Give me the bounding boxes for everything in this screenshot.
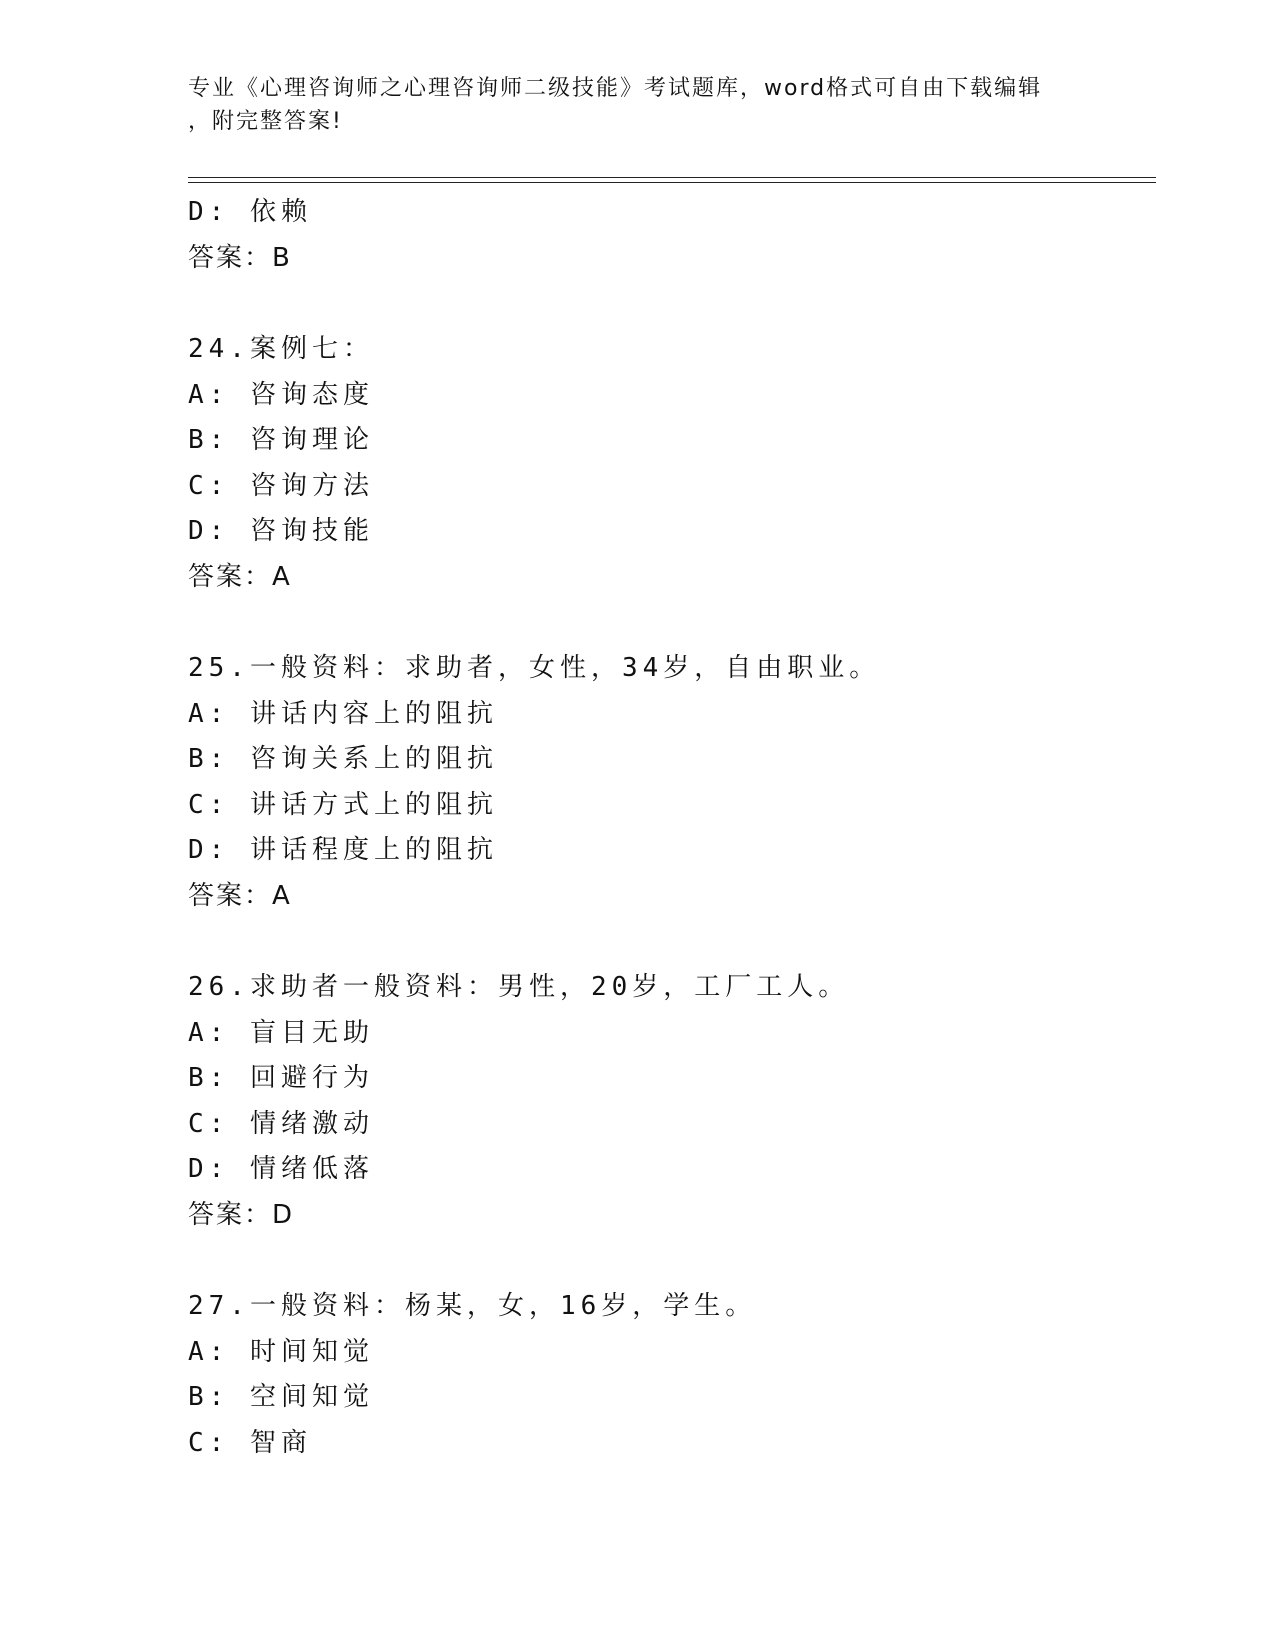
- option-d: D: 情绪低落: [188, 1154, 374, 1184]
- answer-line: 答案：A: [188, 561, 292, 592]
- header-line-2: ，附完整答案!: [188, 109, 343, 134]
- block-spacer: [188, 919, 1156, 965]
- option-c: C: 情绪激动: [188, 1108, 374, 1139]
- option-d: D: 依赖: [188, 197, 312, 227]
- option-a: A: 盲目无助: [188, 1017, 374, 1048]
- option-d: D: 咨询技能: [188, 516, 374, 546]
- option-a: A: 讲话内容上的阻抗: [188, 698, 498, 729]
- question-text: 24.案例七：: [188, 334, 374, 364]
- answer-line: 答案：D: [188, 1199, 295, 1230]
- block-spacer: [188, 600, 1156, 646]
- document-header: [188, 72, 1088, 138]
- option-b: B: 空间知觉: [188, 1382, 374, 1412]
- question-list: [188, 190, 1156, 1466]
- answer-line: 答案：A: [188, 880, 292, 911]
- option-d: D: 讲话程度上的阻抗: [188, 835, 498, 865]
- header-divider-top: [188, 177, 1156, 178]
- question-block-26: [188, 965, 1156, 1238]
- question-text: 25.一般资料：求助者，女性，34岁，自由职业。: [188, 653, 881, 683]
- answer-line: 答案：B: [188, 242, 292, 273]
- question-block-23: [188, 190, 1156, 281]
- question-text: 26.求助者一般资料：男性，20岁，工厂工人。: [188, 972, 850, 1002]
- block-spacer: [188, 1238, 1156, 1284]
- option-c: C: 智商: [188, 1427, 312, 1458]
- option-a: A: 时间知觉: [188, 1336, 374, 1367]
- option-b: B: 咨询理论: [188, 425, 374, 455]
- header-divider-bottom: [188, 182, 1156, 183]
- question-text: 27.一般资料：杨某，女，16岁，学生。: [188, 1291, 757, 1321]
- question-block-24: [188, 327, 1156, 600]
- block-spacer: [188, 281, 1156, 327]
- option-c: C: 咨询方法: [188, 470, 374, 501]
- option-c: C: 讲话方式上的阻抗: [188, 789, 498, 820]
- question-block-25: [188, 646, 1156, 919]
- option-b: B: 回避行为: [188, 1063, 374, 1093]
- question-block-27: [188, 1284, 1156, 1466]
- option-b: B: 咨询关系上的阻抗: [188, 744, 498, 774]
- option-a: A: 咨询态度: [188, 379, 374, 410]
- header-line-1: 专业《心理咨询师之心理咨询师二级技能》考试题库，word格式可自由下载编辑: [188, 76, 1043, 101]
